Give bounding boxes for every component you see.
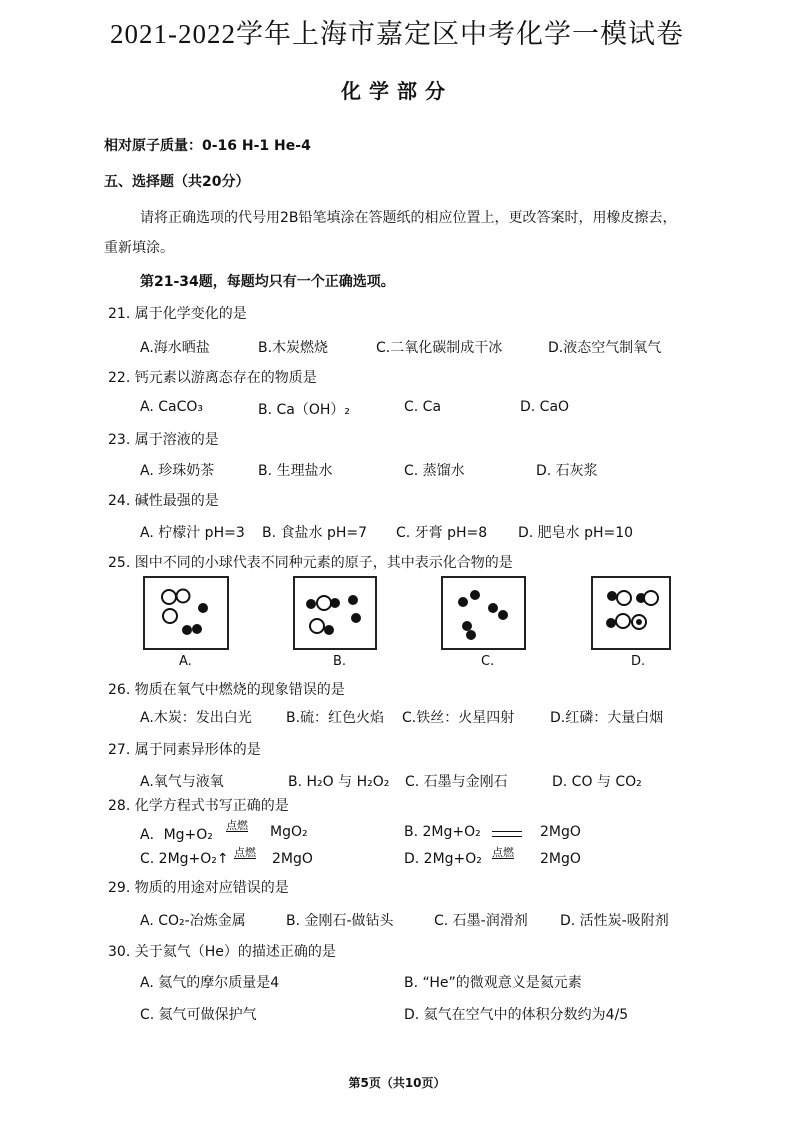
- question-29-stem: 29. 物质的用途对应错误的是: [108, 880, 289, 896]
- atom-black: [498, 610, 508, 620]
- q25-diagram-c: [441, 576, 526, 650]
- q25-label-b: B.: [333, 654, 347, 669]
- q21-option-d: D.液态空气制氧气: [548, 340, 662, 356]
- atom-white: [317, 596, 331, 610]
- question-22-stem: 22. 钙元素以游离态存在的物质是: [108, 370, 317, 386]
- q25-diagram-a: [143, 576, 229, 650]
- atom-black: [470, 590, 480, 600]
- question-25-stem: 25. 图中不同的小球代表不同种元素的原子，其中表示化合物的是: [108, 555, 513, 571]
- q28-option-d-condition: 点燃: [492, 846, 514, 859]
- question-23-stem: 23. 属于溶液的是: [108, 432, 219, 448]
- equals-sign-icon: [492, 831, 522, 837]
- atom-black: [306, 599, 316, 609]
- q22-option-a: A. CaCO₃: [140, 399, 203, 415]
- atom-black: [348, 595, 358, 605]
- q22-option-c: C. Ca: [404, 399, 442, 415]
- atom-black: [182, 625, 192, 635]
- instructions-line-2: 重新填涂。: [104, 240, 174, 256]
- q28-option-d-right: 2MgO: [540, 851, 581, 867]
- atom-white: [162, 590, 176, 604]
- q29-option-a: A. CO₂-冶炼金属: [140, 913, 246, 929]
- question-24-stem: 24. 碱性最强的是: [108, 493, 219, 509]
- atom-black: [466, 630, 476, 640]
- q28-option-b-right: 2MgO: [540, 824, 581, 840]
- q27-option-a: A.氧气与液氧: [140, 774, 224, 790]
- q24-option-b: B. 食盐水 pH=7: [262, 525, 368, 541]
- q26-option-a: A.木炭：发出白光: [140, 710, 252, 726]
- q21-option-b: B.木炭燃烧: [258, 340, 329, 356]
- q26-option-d: D.红磷：大量白烟: [550, 710, 664, 726]
- q30-option-b: B. “He”的微观意义是氦元素: [404, 975, 582, 991]
- q28-option-c-left: C. 2Mg+O₂↑: [140, 851, 229, 867]
- q29-option-c: C. 石墨-润滑剂: [434, 913, 528, 929]
- q23-option-b: B. 生理盐水: [258, 463, 333, 479]
- atom-black: [192, 624, 202, 634]
- q25-label-c: C.: [481, 654, 495, 669]
- question-26-stem: 26. 物质在氧气中燃烧的现象错误的是: [108, 682, 345, 698]
- q23-option-d: D. 石灰浆: [536, 463, 598, 479]
- atom-black: [351, 613, 361, 623]
- q23-option-c: C. 蒸馏水: [404, 463, 465, 479]
- question-27-stem: 27. 属于同素异形体的是: [108, 742, 261, 758]
- q28-option-a-right: MgO₂: [270, 824, 308, 840]
- q28-option-a-left: A．Mg+O₂: [140, 827, 213, 843]
- document-title: 2021-2022学年上海市嘉定区中考化学一模试卷: [110, 19, 684, 49]
- atom-white: [617, 591, 631, 605]
- atom-black: [607, 591, 617, 601]
- atom-black: [462, 621, 472, 631]
- question-30-stem: 30. 关于氦气（He）的描述正确的是: [108, 944, 336, 960]
- atom-black: [606, 618, 616, 628]
- atom-black: [324, 625, 334, 635]
- q30-option-a: A. 氦气的摩尔质量是4: [140, 975, 280, 991]
- atom-white: [310, 619, 324, 633]
- q28-option-a-condition: 点燃: [226, 819, 248, 832]
- q28-option-c-right: 2MgO: [272, 851, 313, 867]
- atom-white: [163, 609, 177, 623]
- q29-option-b: B. 金刚石-做钻头: [286, 913, 394, 929]
- q24-option-c: C. 牙膏 pH=8: [396, 525, 488, 541]
- q22-option-b: B. Ca（OH）₂: [258, 402, 351, 418]
- q21-option-c: C.二氧化碳制成干冰: [376, 340, 503, 356]
- atom-black: [488, 603, 498, 613]
- atom-black: [198, 603, 208, 613]
- q21-option-a: A.海水晒盐: [140, 340, 210, 356]
- q26-option-b: B.硫：红色火焰: [286, 710, 385, 726]
- atom-black: [636, 619, 642, 625]
- q27-option-b: B. H₂O 与 H₂O₂: [288, 774, 390, 790]
- atom-white: [644, 591, 658, 605]
- q27-option-c: C. 石墨与金刚石: [405, 774, 508, 790]
- q27-option-d: D. CO 与 CO₂: [552, 774, 642, 790]
- atomic-mass-line: 相对原子质量：0-16 H-1 He-4: [104, 138, 311, 154]
- instructions-line-3: 第21-34题，每题均只有一个正确选项。: [140, 274, 395, 290]
- q22-option-d: D. CaO: [520, 399, 570, 415]
- q25-diagram-b: [293, 576, 377, 650]
- q25-diagram-d: [591, 576, 671, 650]
- q25-label-a: A.: [179, 654, 192, 669]
- q30-option-c: C. 氦气可做保护气: [140, 1007, 257, 1023]
- q29-option-d: D. 活性炭-吸附剂: [560, 913, 669, 929]
- atom-white: [616, 614, 630, 628]
- q24-option-a: A. 柠檬汁 pH=3: [140, 525, 245, 541]
- atom-white: [177, 590, 190, 603]
- atom-black: [458, 597, 468, 607]
- q28-option-d-left: D. 2Mg+O₂: [404, 851, 482, 867]
- question-28-stem: 28. 化学方程式书写正确的是: [108, 798, 289, 814]
- section-title: 化学部分: [341, 79, 453, 103]
- part-heading: 五、选择题（共20分）: [104, 174, 250, 190]
- q26-option-c: C.铁丝：火星四射: [402, 710, 515, 726]
- q28-option-b-left: B. 2Mg+O₂: [404, 824, 481, 840]
- atom-black: [330, 598, 340, 608]
- q23-option-a: A. 珍珠奶茶: [140, 463, 215, 479]
- instructions-line-1: 请将正确选项的代号用2B铅笔填涂在答题纸的相应位置上，更改答案时，用橡皮擦去，: [140, 210, 677, 226]
- q30-option-d: D. 氦气在空气中的体积分数约为4/5: [404, 1007, 629, 1023]
- q28-option-c-condition: 点燃: [234, 846, 256, 859]
- question-21-stem: 21. 属于化学变化的是: [108, 306, 247, 322]
- q25-label-d: D.: [631, 654, 646, 669]
- q24-option-d: D. 肥皂水 pH=10: [518, 525, 634, 541]
- page-footer: 第5页（共10页）: [348, 1076, 446, 1090]
